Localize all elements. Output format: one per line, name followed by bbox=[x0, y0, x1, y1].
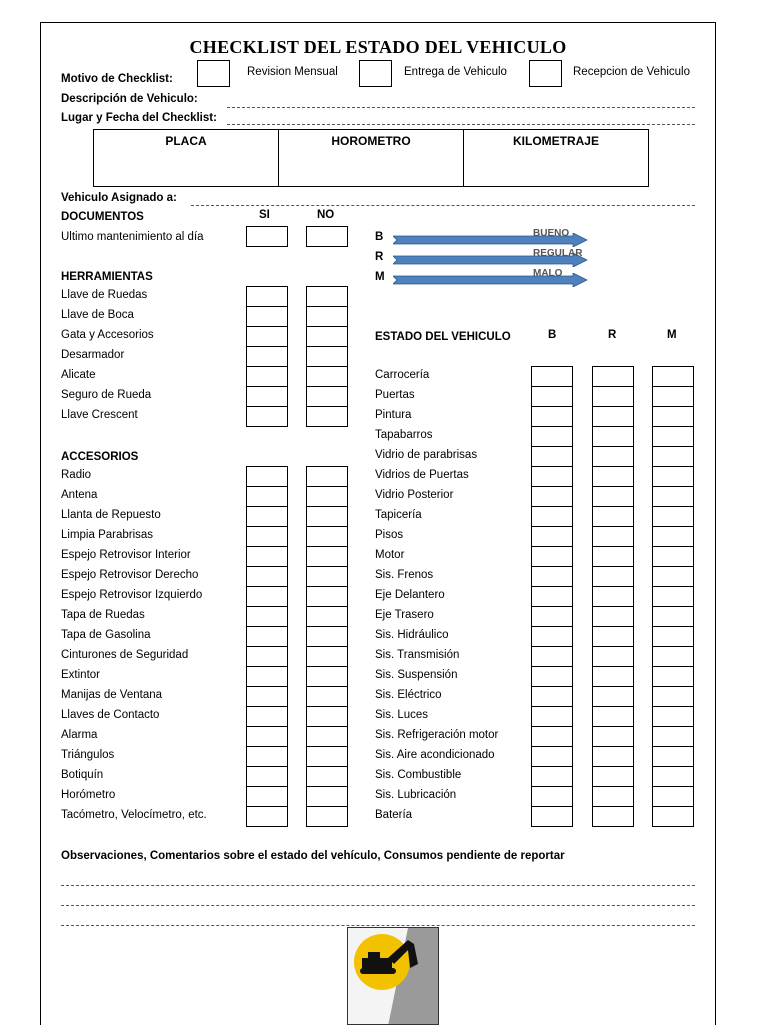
estado-b-checkbox-vidrio-de-parabrisas[interactable] bbox=[531, 446, 573, 467]
estado-label-vidrio-de-parabrisas: Vidrio de parabrisas bbox=[375, 449, 478, 461]
estado-b-checkbox-sis-transmision[interactable] bbox=[531, 646, 573, 667]
estado-m-checkbox-tapabarros[interactable] bbox=[652, 426, 694, 447]
estado-r-checkbox-sis-luces[interactable] bbox=[592, 706, 634, 727]
estado-label-sis-frenos: Sis. Frenos bbox=[375, 569, 434, 581]
estado-r-checkbox-sis-aire-acondicionado[interactable] bbox=[592, 746, 634, 767]
accesorios-heading: ACCESORIOS bbox=[61, 451, 139, 463]
estado-m-checkbox-sis-frenos[interactable] bbox=[652, 566, 694, 587]
estado-col-r: R bbox=[608, 329, 617, 341]
estado-r-checkbox-sis-suspension[interactable] bbox=[592, 666, 634, 687]
herramientas-no-checkbox-desarmador[interactable] bbox=[306, 346, 348, 367]
estado-label-motor: Motor bbox=[375, 549, 405, 561]
recepcion-vehiculo-label: Recepcion de Vehiculo bbox=[573, 66, 690, 78]
estado-b-checkbox-vidrio-posterior[interactable] bbox=[531, 486, 573, 507]
estado-b-checkbox-eje-trasero[interactable] bbox=[531, 606, 573, 627]
accesorios-label-extintor: Extintor bbox=[61, 669, 100, 681]
accesorios-no-checkbox-espejo-retrovisor-derecho[interactable] bbox=[306, 566, 348, 587]
legend-arrow-malo bbox=[393, 268, 589, 287]
herramientas-si-checkbox-seguro-de-rueda[interactable] bbox=[246, 386, 288, 407]
estado-r-checkbox-motor[interactable] bbox=[592, 546, 634, 567]
estado-b-checkbox-eje-delantero[interactable] bbox=[531, 586, 573, 607]
observaciones-label: Observaciones, Comentarios sobre el estado del vehículo, Consumos pendiente de reportar bbox=[61, 850, 565, 862]
legend-arrow-regular bbox=[393, 248, 589, 267]
accesorios-label-limpia-parabrisas: Limpia Parabrisas bbox=[61, 529, 154, 541]
accesorios-si-checkbox-manijas-de-ventana[interactable] bbox=[246, 686, 288, 707]
estado-r-checkbox-sis-lubricacion[interactable] bbox=[592, 786, 634, 807]
accesorios-label-tapa-de-gasolina: Tapa de Gasolina bbox=[61, 629, 151, 641]
estado-label-sis-electrico: Sis. Eléctrico bbox=[375, 689, 442, 701]
herramientas-label-gata-y-accesorios: Gata y Accesorios bbox=[61, 329, 154, 341]
herramientas-no-checkbox-alicate[interactable] bbox=[306, 366, 348, 387]
herramientas-label-llave-crescent: Llave Crescent bbox=[61, 409, 138, 421]
accesorios-si-checkbox-espejo-retrovisor-izquierdo[interactable] bbox=[246, 586, 288, 607]
vehicle-info-table bbox=[93, 129, 649, 187]
estado-b-checkbox-vidrios-de-puertas[interactable] bbox=[531, 466, 573, 487]
herramientas-si-checkbox-llave-de-ruedas[interactable] bbox=[246, 286, 288, 307]
accesorios-si-checkbox-tapa-de-gasolina[interactable] bbox=[246, 626, 288, 647]
accesorios-label-botiquin: Botiquín bbox=[61, 769, 104, 781]
excavator-logo-icon bbox=[347, 927, 439, 1025]
estado-b-checkbox-pisos[interactable] bbox=[531, 526, 573, 547]
estado-b-checkbox-bateria[interactable] bbox=[531, 806, 573, 827]
estado-m-checkbox-pisos[interactable] bbox=[652, 526, 694, 547]
herramientas-label-llave-de-boca: Llave de Boca bbox=[61, 309, 134, 321]
estado-m-checkbox-sis-hidraulico[interactable] bbox=[652, 626, 694, 647]
motivo-label: Motivo de Checklist: bbox=[61, 73, 173, 85]
accesorios-no-checkbox-alarma[interactable] bbox=[306, 726, 348, 747]
accesorios-no-checkbox-triangulos[interactable] bbox=[306, 746, 348, 767]
estado-r-checkbox-bateria[interactable] bbox=[592, 806, 634, 827]
lugar-fecha-label: Lugar y Fecha del Checklist: bbox=[61, 112, 217, 124]
estado-b-checkbox-sis-frenos[interactable] bbox=[531, 566, 573, 587]
estado-m-checkbox-eje-trasero[interactable] bbox=[652, 606, 694, 627]
estado-m-checkbox-sis-lubricacion[interactable] bbox=[652, 786, 694, 807]
estado-r-checkbox-tapabarros[interactable] bbox=[592, 426, 634, 447]
estado-m-checkbox-sis-transmision[interactable] bbox=[652, 646, 694, 667]
documentos-heading: DOCUMENTOS bbox=[61, 211, 144, 223]
estado-label-bateria: Batería bbox=[375, 809, 413, 821]
placa-cell[interactable]: PLACA bbox=[94, 130, 279, 186]
accesorios-no-checkbox-botiquin[interactable] bbox=[306, 766, 348, 787]
estado-r-checkbox-sis-electrico[interactable] bbox=[592, 686, 634, 707]
estado-b-checkbox-tapabarros[interactable] bbox=[531, 426, 573, 447]
herramientas-label-llave-de-ruedas: Llave de Ruedas bbox=[61, 289, 148, 301]
accesorios-no-checkbox-cinturones-de-seguridad[interactable] bbox=[306, 646, 348, 667]
estado-r-checkbox-eje-delantero[interactable] bbox=[592, 586, 634, 607]
estado-col-b: B bbox=[548, 329, 557, 341]
asignado-label: Vehiculo Asignado a: bbox=[61, 192, 177, 204]
herramientas-no-checkbox-llave-de-ruedas[interactable] bbox=[306, 286, 348, 307]
estado-label-sis-aire-acondicionado: Sis. Aire acondicionado bbox=[375, 749, 495, 761]
accesorios-si-checkbox-extintor[interactable] bbox=[246, 666, 288, 687]
accesorios-label-triangulos: Triángulos bbox=[61, 749, 115, 761]
estado-b-checkbox-sis-hidraulico[interactable] bbox=[531, 626, 573, 647]
page-title: CHECKLIST DEL ESTADO DEL VEHICULO bbox=[189, 37, 567, 57]
estado-label-eje-delantero: Eje Delantero bbox=[375, 589, 445, 601]
revision-mensual-label: Revision Mensual bbox=[247, 66, 338, 78]
accesorios-label-espejo-retrovisor-derecho: Espejo Retrovisor Derecho bbox=[61, 569, 199, 581]
asignado-line[interactable] bbox=[191, 205, 695, 206]
legend-r-letter: R bbox=[375, 251, 384, 263]
legend-arrow-bueno bbox=[393, 228, 589, 247]
estado-label-sis-luces: Sis. Luces bbox=[375, 709, 429, 721]
estado-m-checkbox-sis-combustible[interactable] bbox=[652, 766, 694, 787]
accesorios-label-espejo-retrovisor-izquierdo: Espejo Retrovisor Izquierdo bbox=[61, 589, 203, 601]
estado-r-checkbox-vidrios-de-puertas[interactable] bbox=[592, 466, 634, 487]
herramientas-si-checkbox-desarmador[interactable] bbox=[246, 346, 288, 367]
estado-label-sis-refrigeracion-motor: Sis. Refrigeración motor bbox=[375, 729, 499, 741]
estado-b-checkbox-sis-combustible[interactable] bbox=[531, 766, 573, 787]
herramientas-label-desarmador: Desarmador bbox=[61, 349, 125, 361]
herramientas-no-checkbox-llave-crescent[interactable] bbox=[306, 406, 348, 427]
accesorios-si-checkbox-alarma[interactable] bbox=[246, 726, 288, 747]
accesorios-label-tapa-de-ruedas: Tapa de Ruedas bbox=[61, 609, 145, 621]
ultimo-mantenimiento-si-checkbox[interactable] bbox=[246, 226, 288, 247]
observaciones-line-1[interactable] bbox=[61, 885, 695, 886]
estado-label-eje-trasero: Eje Trasero bbox=[375, 609, 434, 621]
herramientas-si-checkbox-llave-de-boca[interactable] bbox=[246, 306, 288, 327]
accesorios-label-horometro: Horómetro bbox=[61, 789, 116, 801]
accesorios-no-checkbox-espejo-retrovisor-izquierdo[interactable] bbox=[306, 586, 348, 607]
herramientas-heading: HERRAMIENTAS bbox=[61, 271, 153, 283]
entrega-vehiculo-label: Entrega de Vehiculo bbox=[404, 66, 507, 78]
estado-r-checkbox-puertas[interactable] bbox=[592, 386, 634, 407]
herramientas-si-checkbox-alicate[interactable] bbox=[246, 366, 288, 387]
estado-label-vidrios-de-puertas: Vidrios de Puertas bbox=[375, 469, 469, 481]
horometro-cell[interactable]: HOROMETRO bbox=[279, 130, 464, 186]
estado-r-checkbox-sis-transmision[interactable] bbox=[592, 646, 634, 667]
estado-label-tapabarros: Tapabarros bbox=[375, 429, 433, 441]
estado-r-checkbox-vidrio-de-parabrisas[interactable] bbox=[592, 446, 634, 467]
accesorios-label-antena: Antena bbox=[61, 489, 98, 501]
accesorios-label-llaves-de-contacto: Llaves de Contacto bbox=[61, 709, 160, 721]
accesorios-label-alarma: Alarma bbox=[61, 729, 98, 741]
herramientas-si-checkbox-llave-crescent[interactable] bbox=[246, 406, 288, 427]
estado-label-puertas: Puertas bbox=[375, 389, 415, 401]
estado-r-checkbox-carroceria[interactable] bbox=[592, 366, 634, 387]
accesorios-no-checkbox-limpia-parabrisas[interactable] bbox=[306, 526, 348, 547]
herramientas-label-alicate: Alicate bbox=[61, 369, 96, 381]
accesorios-label-manijas-de-ventana: Manijas de Ventana bbox=[61, 689, 163, 701]
herramientas-no-checkbox-llave-de-boca[interactable] bbox=[306, 306, 348, 327]
accesorios-si-checkbox-radio[interactable] bbox=[246, 466, 288, 487]
accesorios-si-checkbox-llaves-de-contacto[interactable] bbox=[246, 706, 288, 727]
estado-m-checkbox-sis-electrico[interactable] bbox=[652, 686, 694, 707]
estado-r-checkbox-pisos[interactable] bbox=[592, 526, 634, 547]
legend-text-bueno: BUENO bbox=[533, 228, 570, 239]
estado-label-tapiceria: Tapicería bbox=[375, 509, 422, 521]
estado-heading: ESTADO DEL VEHICULO bbox=[375, 331, 511, 343]
estado-b-checkbox-tapiceria[interactable] bbox=[531, 506, 573, 527]
descripcion-label: Descripción de Vehiculo: bbox=[61, 93, 198, 105]
estado-label-vidrio-posterior: Vidrio Posterior bbox=[375, 489, 454, 501]
legend-m-letter: M bbox=[375, 271, 385, 283]
accesorios-no-checkbox-tapa-de-ruedas[interactable] bbox=[306, 606, 348, 627]
estado-label-sis-transmision: Sis. Transmisión bbox=[375, 649, 460, 661]
estado-r-checkbox-pintura[interactable] bbox=[592, 406, 634, 427]
accesorios-no-checkbox-llanta-de-repuesto[interactable] bbox=[306, 506, 348, 527]
estado-label-carroceria: Carrocería bbox=[375, 369, 430, 381]
estado-m-checkbox-vidrio-de-parabrisas[interactable] bbox=[652, 446, 694, 467]
no-header: NO bbox=[317, 209, 335, 221]
accesorios-si-checkbox-llanta-de-repuesto[interactable] bbox=[246, 506, 288, 527]
ultimo-mantenimiento-no-checkbox[interactable] bbox=[306, 226, 348, 247]
estado-b-checkbox-motor[interactable] bbox=[531, 546, 573, 567]
accesorios-no-checkbox-tapa-de-gasolina[interactable] bbox=[306, 626, 348, 647]
lugar-fecha-line[interactable] bbox=[227, 124, 695, 125]
estado-r-checkbox-sis-frenos[interactable] bbox=[592, 566, 634, 587]
observaciones-line-2[interactable] bbox=[61, 905, 695, 906]
accesorios-si-checkbox-espejo-retrovisor-derecho[interactable] bbox=[246, 566, 288, 587]
estado-m-checkbox-carroceria[interactable] bbox=[652, 366, 694, 387]
herramientas-no-checkbox-seguro-de-rueda[interactable] bbox=[306, 386, 348, 407]
estado-r-checkbox-sis-refrigeracion-motor[interactable] bbox=[592, 726, 634, 747]
herramientas-si-checkbox-gata-y-accesorios[interactable] bbox=[246, 326, 288, 347]
accesorios-no-checkbox-espejo-retrovisor-interior[interactable] bbox=[306, 546, 348, 567]
accesorios-si-checkbox-botiquin[interactable] bbox=[246, 766, 288, 787]
accesorios-label-llanta-de-repuesto: Llanta de Repuesto bbox=[61, 509, 161, 521]
legend-text-regular: REGULAR bbox=[533, 248, 583, 259]
accesorios-no-checkbox-antena[interactable] bbox=[306, 486, 348, 507]
accesorios-no-checkbox-llaves-de-contacto[interactable] bbox=[306, 706, 348, 727]
estado-m-checkbox-sis-aire-acondicionado[interactable] bbox=[652, 746, 694, 767]
estado-m-checkbox-motor[interactable] bbox=[652, 546, 694, 567]
estado-m-checkbox-vidrios-de-puertas[interactable] bbox=[652, 466, 694, 487]
estado-label-pintura: Pintura bbox=[375, 409, 412, 421]
accesorios-label-tacometro-velocimetro-etc: Tacómetro, Velocímetro, etc. bbox=[61, 809, 207, 821]
accesorios-no-checkbox-horometro[interactable] bbox=[306, 786, 348, 807]
descripcion-line[interactable] bbox=[227, 107, 695, 108]
estado-label-sis-combustible: Sis. Combustible bbox=[375, 769, 462, 781]
estado-r-checkbox-sis-hidraulico[interactable] bbox=[592, 626, 634, 647]
accesorios-no-checkbox-manijas-de-ventana[interactable] bbox=[306, 686, 348, 707]
accesorios-si-checkbox-antena[interactable] bbox=[246, 486, 288, 507]
accesorios-si-checkbox-cinturones-de-seguridad[interactable] bbox=[246, 646, 288, 667]
legend-b-letter: B bbox=[375, 231, 384, 243]
estado-r-checkbox-vidrio-posterior[interactable] bbox=[592, 486, 634, 507]
estado-m-checkbox-sis-refrigeracion-motor[interactable] bbox=[652, 726, 694, 747]
estado-m-checkbox-sis-luces[interactable] bbox=[652, 706, 694, 727]
accesorios-si-checkbox-tapa-de-ruedas[interactable] bbox=[246, 606, 288, 627]
estado-m-checkbox-bateria[interactable] bbox=[652, 806, 694, 827]
estado-r-checkbox-sis-combustible[interactable] bbox=[592, 766, 634, 787]
estado-r-checkbox-tapiceria[interactable] bbox=[592, 506, 634, 527]
accesorios-no-checkbox-radio[interactable] bbox=[306, 466, 348, 487]
estado-r-checkbox-eje-trasero[interactable] bbox=[592, 606, 634, 627]
accesorios-si-checkbox-tacometro-velocimetro-etc[interactable] bbox=[246, 806, 288, 827]
accesorios-label-cinturones-de-seguridad: Cinturones de Seguridad bbox=[61, 649, 189, 661]
estado-label-sis-suspension: Sis. Suspensión bbox=[375, 669, 458, 681]
herramientas-label-seguro-de-rueda: Seguro de Rueda bbox=[61, 389, 152, 401]
estado-m-checkbox-eje-delantero[interactable] bbox=[652, 586, 694, 607]
herramientas-no-checkbox-gata-y-accesorios[interactable] bbox=[306, 326, 348, 347]
estado-b-checkbox-sis-aire-acondicionado[interactable] bbox=[531, 746, 573, 767]
estado-b-checkbox-sis-luces[interactable] bbox=[531, 706, 573, 727]
estado-m-checkbox-pintura[interactable] bbox=[652, 406, 694, 427]
estado-label-pisos: Pisos bbox=[375, 529, 404, 541]
si-header: SI bbox=[259, 209, 270, 221]
estado-b-checkbox-sis-refrigeracion-motor[interactable] bbox=[531, 726, 573, 747]
recepcion-vehiculo-checkbox[interactable] bbox=[529, 60, 562, 87]
accesorios-label-radio: Radio bbox=[61, 469, 92, 481]
estado-m-checkbox-vidrio-posterior[interactable] bbox=[652, 486, 694, 507]
legend-text-malo: MALO bbox=[533, 268, 563, 279]
estado-label-sis-lubricacion: Sis. Lubricación bbox=[375, 789, 457, 801]
accesorios-label-espejo-retrovisor-interior: Espejo Retrovisor Interior bbox=[61, 549, 191, 561]
kilometraje-cell[interactable]: KILOMETRAJE bbox=[512, 134, 599, 148]
entrega-vehiculo-checkbox[interactable] bbox=[359, 60, 392, 87]
estado-label-sis-hidraulico: Sis. Hidráulico bbox=[375, 629, 449, 641]
estado-col-m: M bbox=[667, 329, 677, 341]
ultimo-mantenimiento-label: Ultimo mantenimiento al día bbox=[61, 231, 204, 243]
estado-b-checkbox-sis-electrico[interactable] bbox=[531, 686, 573, 707]
estado-b-checkbox-puertas[interactable] bbox=[531, 386, 573, 407]
accesorios-si-checkbox-horometro[interactable] bbox=[246, 786, 288, 807]
observaciones-line-3[interactable] bbox=[61, 925, 695, 926]
estado-b-checkbox-pintura[interactable] bbox=[531, 406, 573, 427]
accesorios-si-checkbox-triangulos[interactable] bbox=[246, 746, 288, 767]
accesorios-no-checkbox-tacometro-velocimetro-etc[interactable] bbox=[306, 806, 348, 827]
estado-m-checkbox-puertas[interactable] bbox=[652, 386, 694, 407]
estado-m-checkbox-tapiceria[interactable] bbox=[652, 506, 694, 527]
revision-mensual-checkbox[interactable] bbox=[197, 60, 230, 87]
estado-b-checkbox-sis-suspension[interactable] bbox=[531, 666, 573, 687]
accesorios-si-checkbox-espejo-retrovisor-interior[interactable] bbox=[246, 546, 288, 567]
estado-b-checkbox-sis-lubricacion[interactable] bbox=[531, 786, 573, 807]
estado-b-checkbox-carroceria[interactable] bbox=[531, 366, 573, 387]
estado-m-checkbox-sis-suspension[interactable] bbox=[652, 666, 694, 687]
checklist-page bbox=[40, 22, 716, 1025]
accesorios-no-checkbox-extintor[interactable] bbox=[306, 666, 348, 687]
accesorios-si-checkbox-limpia-parabrisas[interactable] bbox=[246, 526, 288, 547]
